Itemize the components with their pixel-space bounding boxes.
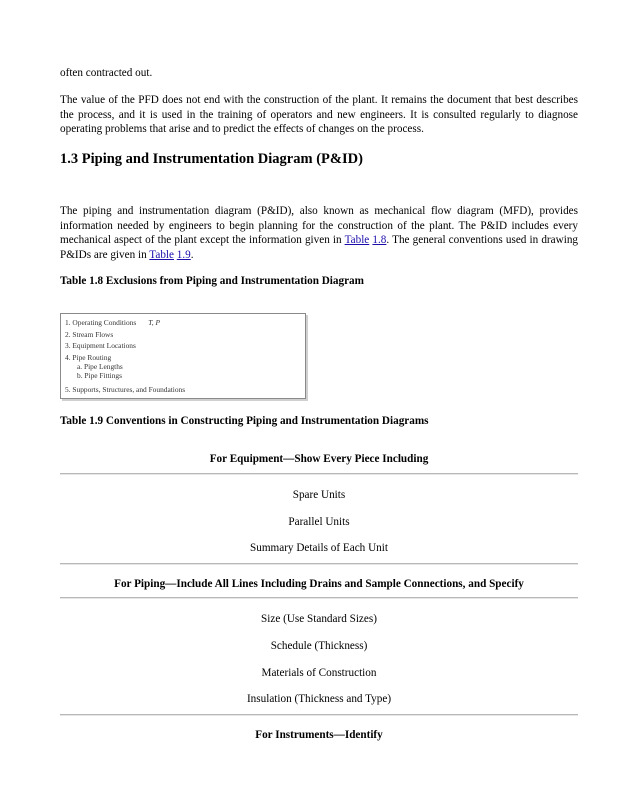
- table-1-9-number-link[interactable]: 1.9: [176, 248, 191, 261]
- list-item: 4. Pipe Routing: [65, 352, 112, 362]
- list-item: 5. Supports, Structures, and Foundations: [65, 384, 186, 394]
- table-cell: Parallel Units: [288, 516, 350, 528]
- table-1-8-caption: Table 1.8 Exclusions from Piping and Instrumentation Diagram: [60, 275, 364, 287]
- table-1-8-link[interactable]: Table: [344, 234, 370, 247]
- list-item: 3. Equipment Locations: [65, 341, 136, 351]
- table-cell: Size (Use Standard Sizes): [261, 613, 377, 625]
- table-1-8-image: [60, 313, 306, 399]
- table-cell: Schedule (Thickness): [270, 640, 368, 652]
- table-cell: Materials of Construction: [261, 667, 377, 679]
- list-item: b. Pipe Fittings: [77, 370, 122, 380]
- intro-tail-text: often contracted out.: [60, 67, 153, 79]
- divider: [60, 714, 578, 715]
- list-item: a. Pipe Lengths: [77, 361, 123, 371]
- list-item: 2. Stream Flows: [65, 329, 114, 339]
- divider: [60, 563, 578, 564]
- section-heading: 1.3 Piping and Instrumentation Diagram (P&ID): [60, 151, 363, 167]
- instruments-section-header: For Instruments—Identify: [255, 729, 383, 741]
- table-1-9-caption: Table 1.9 Conventions in Constructing Piping and Instrumentation Diagrams: [60, 415, 429, 427]
- pfd-paragraph: The value of the PFD does not end with the construction of the plant. It remains the document that best describes the process, and it is used in the training of operators and new engineers. It is consulted regularly to diagnose operating problems that arise and to predict the effects of changes on the process.: [60, 94, 578, 136]
- divider: [60, 473, 578, 474]
- list-item: 1. Operating Conditions T, P: [65, 318, 161, 327]
- table-cell: Summary Details of Each Unit: [250, 542, 388, 554]
- table-1-8-number-link[interactable]: 1.8: [372, 234, 387, 247]
- table-cell: Spare Units: [292, 489, 346, 501]
- equipment-section-header: For Equipment—Show Every Piece Including: [209, 453, 429, 465]
- pid-paragraph: The piping and instrumentation diagram (P&ID), also known as mechanical flow diagram (MFD), provides information needed by engineers to begin planning for the construction of the plant. The P&ID includes every mechanical aspect of the plant except the information given in Table 1.8. The general conventions used in drawing P&IDs are given in Table 1.9.: [60, 205, 579, 261]
- table-cell: Insulation (Thickness and Type): [246, 693, 392, 705]
- divider: [60, 597, 578, 598]
- table-1-9-link[interactable]: Table: [149, 248, 174, 261]
- piping-section-header: For Piping—Include All Lines Including Drains and Sample Connections, and Specify: [114, 578, 524, 590]
